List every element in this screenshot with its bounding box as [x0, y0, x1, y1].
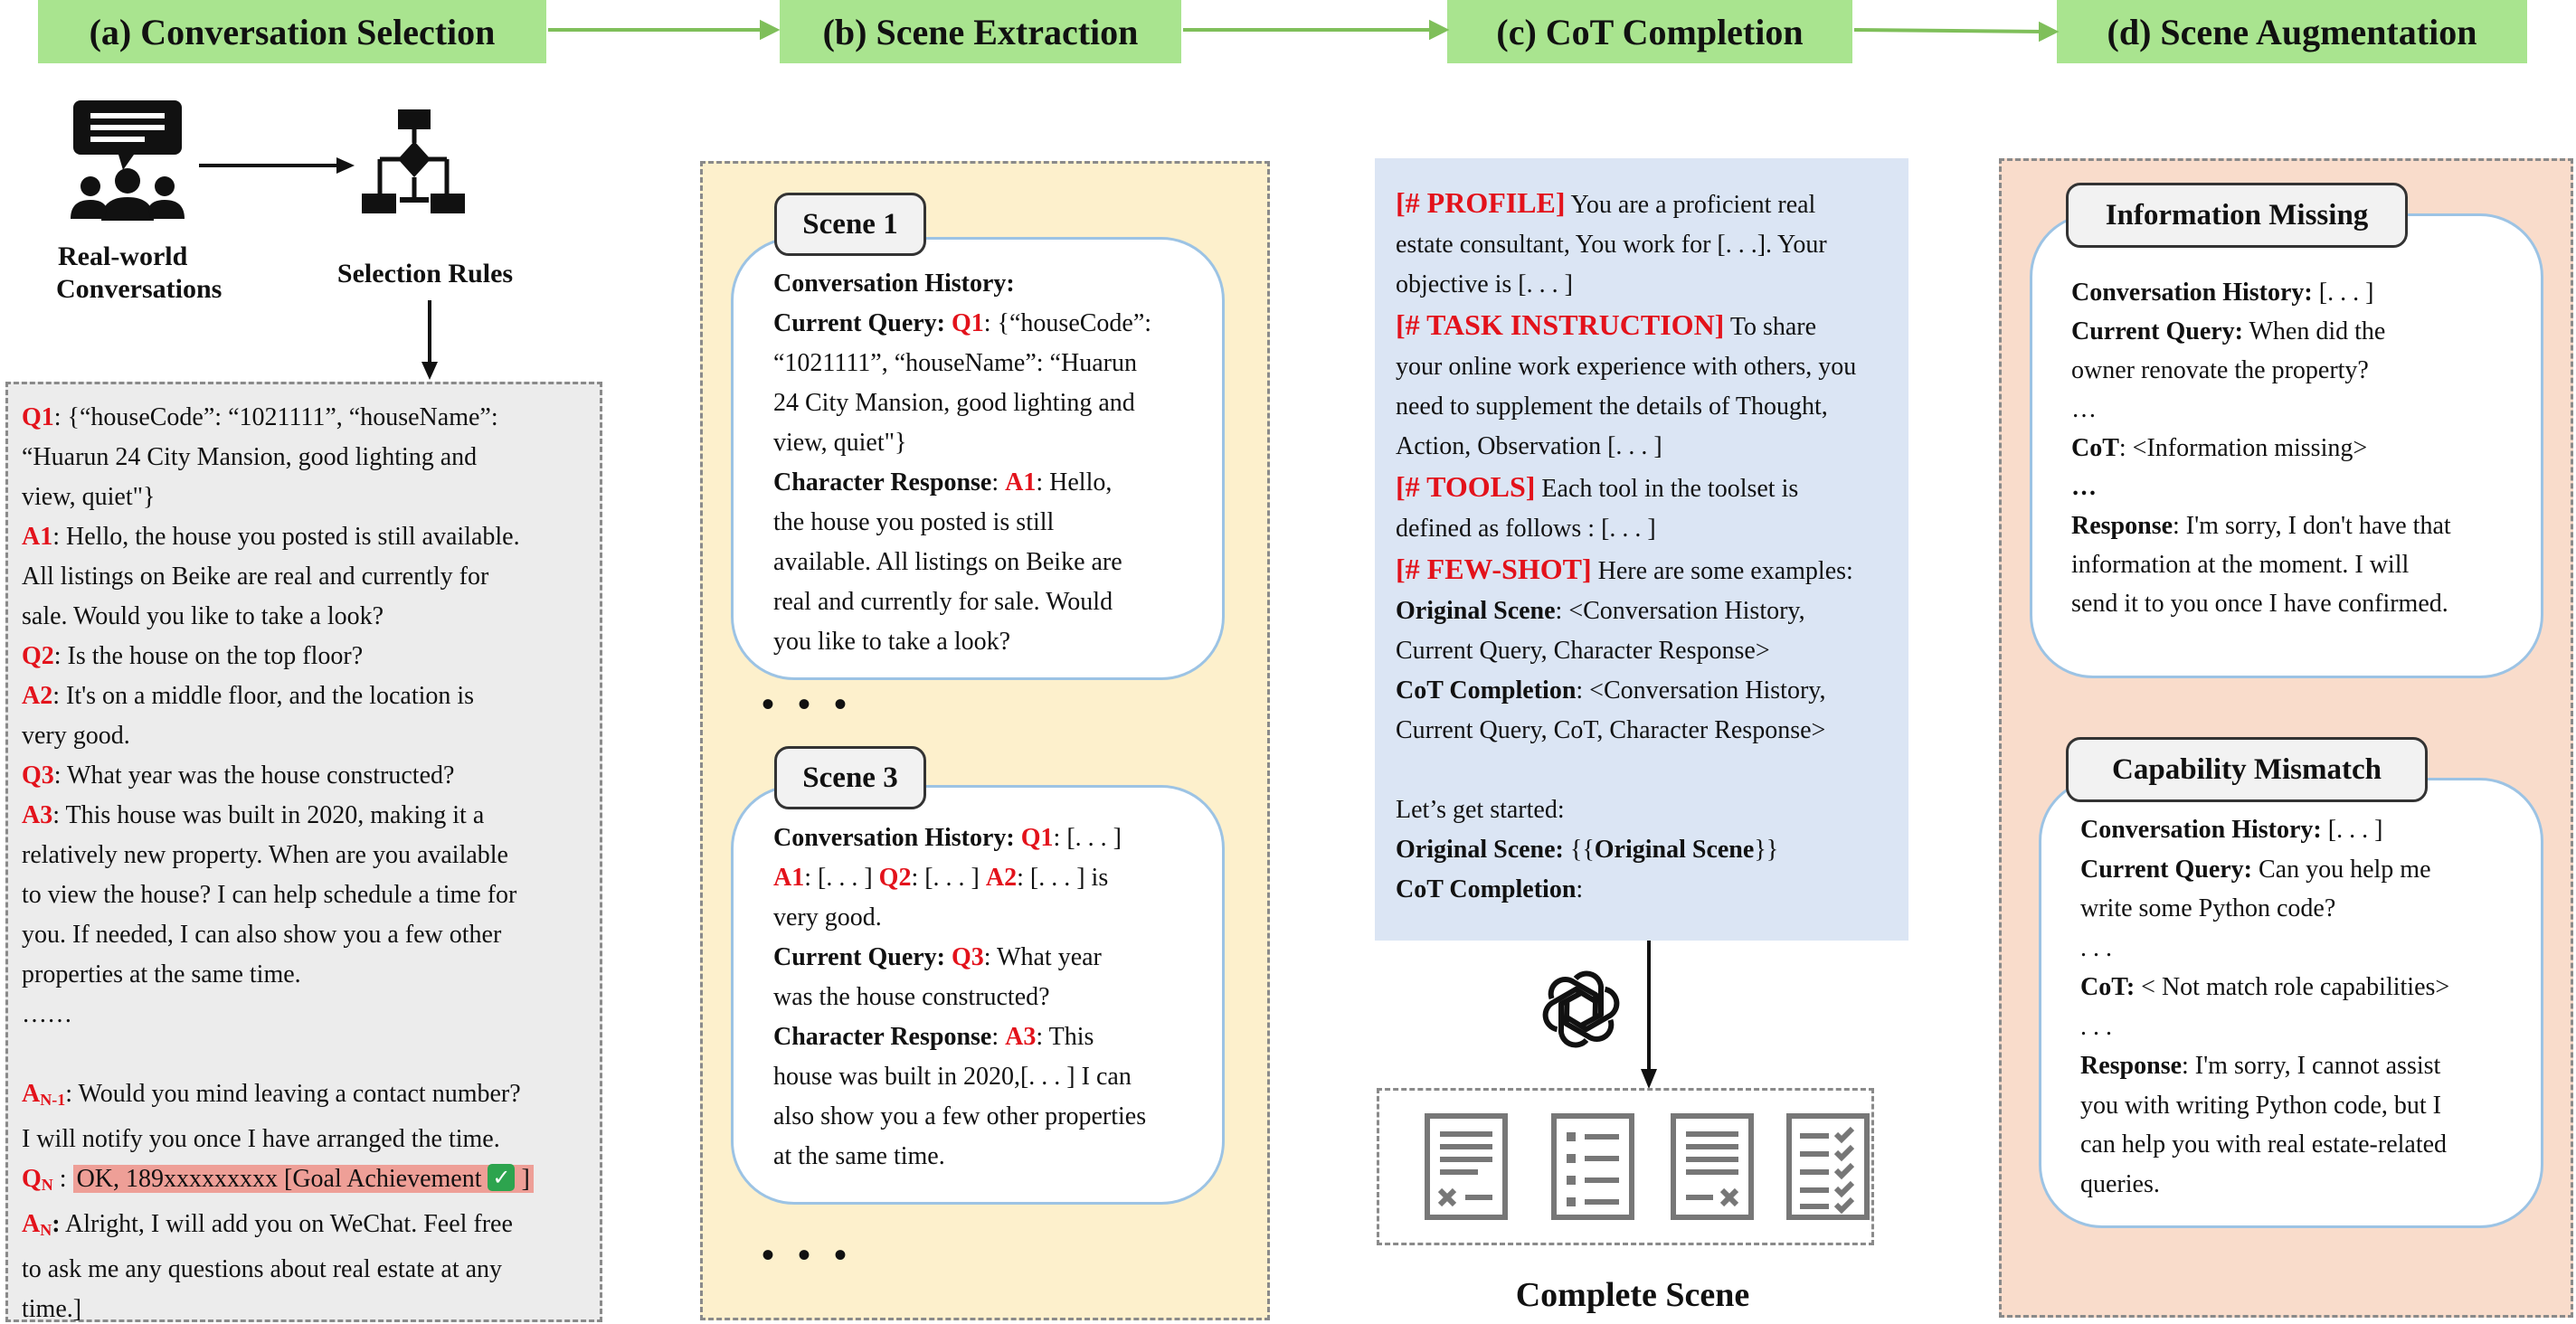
- conv-line: view, quiet"}: [22, 483, 156, 511]
- conv-line-an: $A_N$: Alright, I will add you on WeChat. Feel free: [22, 1210, 513, 1239]
- scene-1-query-line: 24 City Mansion, good lighting and: [773, 389, 1135, 417]
- conv-line: Q2: Is the house on the top floor?: [22, 642, 364, 670]
- conversation-people-icon: [69, 98, 186, 221]
- mismatch-response-line: queries.: [2080, 1169, 2160, 1198]
- conv-line-qn: $Q_N$ : OK, 189xxxxxxxxx [Goal Achievement ✓ ]: [22, 1159, 601, 1205]
- scene-1-response-line: real and currently for sale. Would: [773, 588, 1113, 616]
- scene-3-history-line: very good.: [773, 903, 882, 932]
- mismatch-query-line: write some Python code?: [2080, 894, 2336, 922]
- task-line: Action, Observation [. . . ]: [1396, 432, 1662, 460]
- scene-3-query-line: was the house constructed?: [773, 983, 1050, 1011]
- conv-line: A1: Hello, the house you posted is still available.: [22, 523, 520, 551]
- conv-line: you. If needed, I can also show you a few other: [22, 921, 502, 949]
- capability-mismatch-tab: Capability Mismatch: [2066, 737, 2428, 802]
- missing-history: Conversation History: [. . . ]: [2071, 279, 2374, 307]
- start-line: Let’s get started:: [1396, 796, 1565, 824]
- mismatch-ellipsis: . . .: [2080, 1012, 2112, 1041]
- scene-1-tab: Scene 1: [774, 193, 926, 256]
- original-scene-var-line: Original Scene: {{Original Scene}}: [1396, 836, 1779, 864]
- conv-line: properties at the same time.: [22, 960, 301, 988]
- conv-line: to ask me any questions about real estate at any: [22, 1255, 503, 1283]
- scene-3-query: Current Query: Q3: What year: [773, 943, 1102, 971]
- document-list-icon: [1550, 1112, 1635, 1221]
- document-reject-icon: [1424, 1112, 1509, 1221]
- conv-line: to view the house? I can help schedule a time for: [22, 881, 517, 909]
- scene-3-tab: Scene 3: [774, 746, 926, 809]
- arrow-down-icon: [416, 298, 443, 382]
- missing-ellipsis: …: [2071, 395, 2097, 423]
- conv-line: time.]: [22, 1295, 82, 1323]
- task-line: your online work experience with others, you: [1396, 353, 1857, 381]
- scene-3-history: Conversation History: Q1: [. . . ]: [773, 824, 1122, 852]
- arrow-icon: [197, 152, 356, 179]
- scene-1-response-line: available. All listings on Beike are: [773, 548, 1122, 576]
- missing-query: Current Query: When did the: [2071, 317, 2386, 345]
- ellipsis-dots-bottom: •••: [762, 1234, 871, 1275]
- conv-line: “Huarun 24 City Mansion, good lighting and: [22, 443, 478, 471]
- scene-1-history: Conversation History:: [773, 270, 1015, 298]
- cot-prompt-content: [1396, 183, 1902, 910]
- cot-completion-line: Current Query, CoT, Character Response>: [1396, 716, 1826, 744]
- selection-rules-label: Selection Rules: [336, 259, 514, 288]
- original-scene-line: Current Query, Character Response>: [1396, 637, 1770, 665]
- scene-3-content: [773, 818, 1208, 1177]
- tools-line: [# TOOLS] Each tool in the toolset is: [1396, 470, 1799, 503]
- scene-1-query-line: view, quiet"}: [773, 429, 907, 457]
- scene-1-query-line: “1021111”, “houseName”: “Huarun: [773, 349, 1137, 377]
- flowchart-rules-icon: [360, 107, 467, 219]
- conv-line: sale. Would you like to take a look?: [22, 602, 384, 630]
- scene-3-response-line: at the same time.: [773, 1142, 945, 1170]
- profile-line: objective is [. . . ]: [1396, 270, 1573, 298]
- conversations-label-line-2: Conversations: [56, 274, 223, 304]
- mismatch-response-line: can help you with real estate-related: [2080, 1130, 2448, 1158]
- stage-header-cot-completion: (c) CoT Completion: [1447, 0, 1852, 63]
- conv-line: A3: This house was built in 2020, making it a: [22, 801, 485, 829]
- scene-1-response-line: you like to take a look?: [773, 628, 1011, 656]
- flow-arrows: [0, 0, 2576, 72]
- conv-line-an-1: $A_{N-1}$: Would you mind leaving a contact number?: [22, 1080, 521, 1109]
- conversations-label-line-1: Real-world: [58, 241, 188, 271]
- real-world-conversations-label: [27, 241, 271, 306]
- check-icon: ✓: [488, 1164, 515, 1191]
- conv-line: I will notify you once I have arranged the time.: [22, 1125, 500, 1153]
- missing-response-line: information at the moment. I will: [2071, 551, 2410, 579]
- document-checklist-icon: [1785, 1112, 1870, 1221]
- scene-1-response: Character Response: A1: Hello,: [773, 468, 1113, 496]
- profile-line: estate consultant, You work for [. . .]. Your: [1396, 231, 1827, 259]
- scene-1-query: Current Query: Q1: {“houseCode”:: [773, 309, 1152, 337]
- scene-1-response-line: the house you posted is still: [773, 508, 1055, 536]
- scene-1-content: [773, 264, 1208, 662]
- mismatch-history: Conversation History: [. . . ]: [2080, 816, 2383, 844]
- conversation-transcript: [22, 398, 601, 1324]
- profile-line: [# PROFILE] You are a proficient real: [1396, 186, 1816, 219]
- openai-logo-icon: [1538, 966, 1624, 1053]
- information-missing-tab: Information Missing: [2066, 183, 2408, 248]
- goal-achievement-highlight: OK, 189xxxxxxxxx [Goal Achievement ✓ ]: [73, 1165, 534, 1193]
- mismatch-response: Response: I'm sorry, I cannot assist: [2080, 1052, 2441, 1080]
- tools-line: defined as follows : [. . . ]: [1396, 515, 1656, 543]
- mismatch-response-line: you with writing Python code, but I: [2080, 1091, 2441, 1120]
- mismatch-ellipsis: . . .: [2080, 933, 2112, 962]
- missing-cot: CoT: <Information missing>: [2071, 434, 2368, 462]
- missing-query-line: owner renovate the property?: [2071, 356, 2369, 384]
- scene-3-response-line: house was built in 2020,[. . . ] I can: [773, 1063, 1132, 1091]
- arrow-down-icon: [1635, 941, 1662, 1091]
- scene-3-response-line: also show you a few other properties: [773, 1102, 1147, 1130]
- scene-3-response: Character Response: A3: This: [773, 1023, 1094, 1051]
- conv-line: Q1: {“houseCode”: “1021111”, “houseName”:: [22, 403, 498, 431]
- conv-line: ……: [22, 1000, 72, 1028]
- scene-3-history-line: A1: [. . . ] Q2: [. . . ] A2: [. . . ] is: [773, 864, 1109, 892]
- task-line: [# TASK INSTRUCTION] To share: [1396, 308, 1817, 341]
- conv-line: Q3: What year was the house constructed?: [22, 761, 455, 790]
- conv-line: All listings on Beike are real and currently for: [22, 563, 489, 591]
- complete-scene-label: Complete Scene: [1515, 1276, 1750, 1314]
- conv-line: A2: It's on a middle floor, and the location is: [22, 682, 475, 710]
- fewshot-line: [# FEW-SHOT] Here are some examples:: [1396, 553, 1853, 585]
- task-line: need to supplement the details of Thought,: [1396, 392, 1828, 421]
- conv-line: very good.: [22, 722, 130, 750]
- original-scene-line: Original Scene: <Conversation History,: [1396, 597, 1805, 625]
- missing-response-line: send it to you once I have confirmed.: [2071, 590, 2448, 618]
- stage-header-scene-extraction: (b) Scene Extraction: [780, 0, 1181, 63]
- conv-line: relatively new property. When are you available: [22, 841, 508, 869]
- document-cancel-icon: [1670, 1112, 1755, 1221]
- cot-completion-line: CoT Completion: <Conversation History,: [1396, 676, 1826, 705]
- capability-mismatch-content: [2080, 810, 2538, 1204]
- missing-ellipsis: …: [2071, 473, 2097, 501]
- ellipsis-dots: •••: [762, 684, 871, 724]
- cot-completion-final-line: CoT Completion:: [1396, 875, 1584, 903]
- mismatch-query: Current Query: Can you help me: [2080, 855, 2431, 884]
- information-missing-content: [2071, 273, 2533, 623]
- stage-header-scene-augmentation: (d) Scene Augmentation: [2057, 0, 2527, 63]
- stage-header-conversation-selection: (a) Conversation Selection: [38, 0, 546, 63]
- missing-response: Response: I'm sorry, I don't have that: [2071, 512, 2451, 540]
- mismatch-cot: CoT: < Not match role capabilities>: [2080, 973, 2450, 1001]
